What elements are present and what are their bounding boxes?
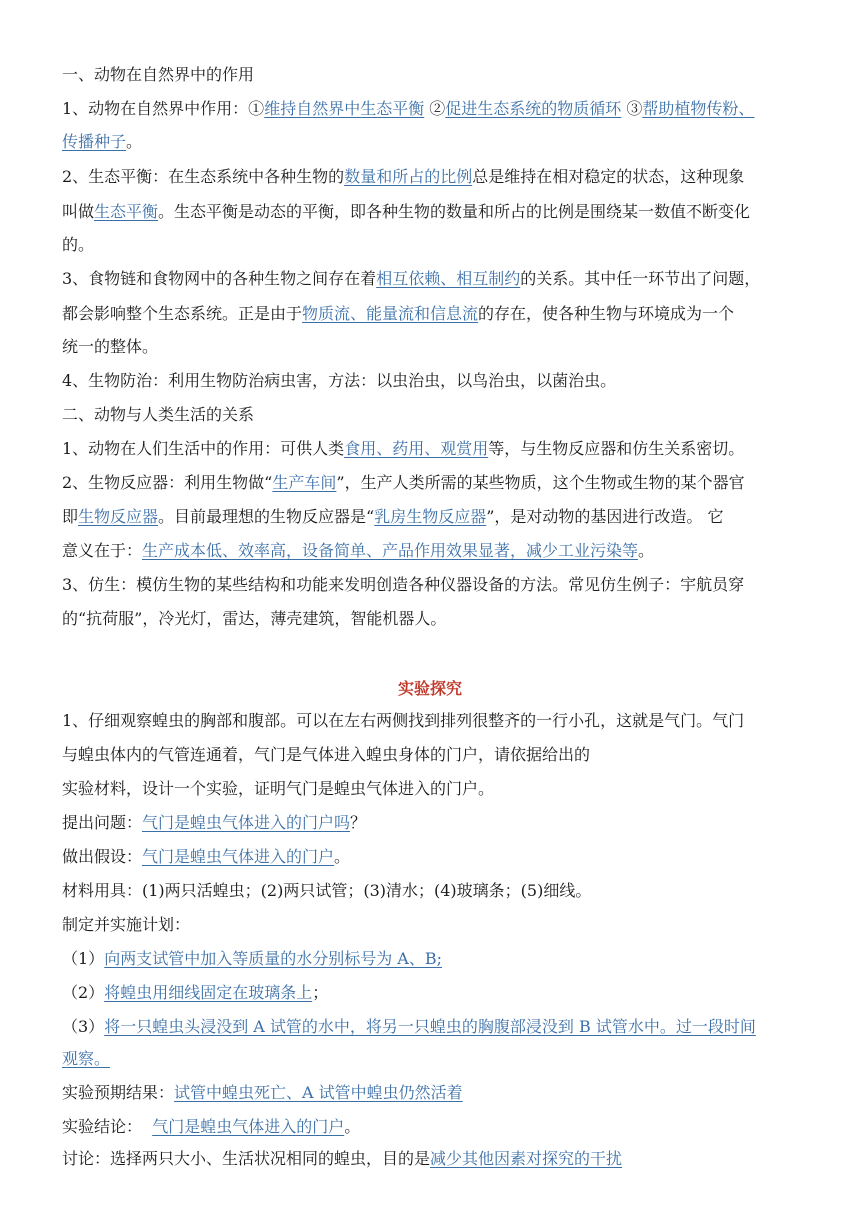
text: ”，生产人类所需的某些物质，这个生物或生物的某个器官 — [336, 473, 745, 492]
text: ③ — [621, 99, 643, 118]
answer: 乳房生物反应器 — [374, 507, 487, 526]
paragraph-1-2-line2 — [62, 201, 802, 223]
answer: 将一只蝗虫头浸没到 A 试管的水中，将另一只蝗虫的胸腹部浸没到 B 试管水中。过一段时间 — [104, 1017, 756, 1036]
text: 的关系。其中任一环节出了问题， — [520, 269, 761, 288]
text: 意义在于： — [62, 541, 143, 560]
text: 1、动物在人们生活中的作用：可供人类 — [62, 439, 345, 458]
answer: 气门是蝗虫气体进入的门户吗 — [142, 813, 351, 832]
label: 讨论：选择两只大小、生活状况相同的蝗虫，目的是 — [62, 1149, 431, 1168]
step-1 — [62, 948, 802, 970]
text: 3、食物链和食物网中的各种生物之间存在着 — [62, 269, 377, 288]
answer: 帮助植物传粉、 — [642, 99, 755, 118]
label: 实验预期结果： — [62, 1083, 175, 1102]
text: 的存在，使各种生物与环境成为一个 — [478, 304, 735, 323]
question-line — [62, 812, 802, 834]
conclusion-line — [62, 1116, 802, 1138]
section-heading-1: 一、动物在自然界中的作用 — [62, 65, 255, 84]
answer: 数量和所占的比例 — [344, 167, 473, 186]
paragraph-2-2-line3 — [62, 540, 802, 562]
experiment-title: 实验探究 — [397, 679, 462, 698]
text: 等，与生物反应器和仿生关系密切。 — [488, 439, 745, 458]
experiment-intro-2: 与蝗虫体内的气管连通着，气门是气体进入蝗虫身体的门户，请依据给出的 — [62, 745, 591, 764]
step-3 — [62, 1016, 802, 1038]
answer: 生产车间 — [272, 473, 337, 492]
plan-label: 制定并实施计划： — [62, 915, 191, 934]
answer: 物质流、能量流和信息流 — [302, 304, 479, 323]
answer: 促进生态系统的物质循环 — [445, 99, 622, 118]
answer: 试管中蝗虫死亡、A 试管中蝗虫仍然活着 — [174, 1083, 463, 1102]
answer: 减少其他因素对探究的干扰 — [430, 1149, 623, 1168]
paragraph-1-3-line2 — [62, 303, 802, 325]
text: 1、动物在自然界中作用：① — [62, 99, 265, 118]
text: ② — [424, 99, 446, 118]
step-2 — [62, 982, 802, 1004]
paragraph-1-2 — [62, 166, 802, 188]
step-3-cont — [62, 1048, 802, 1070]
paragraph-2-3-line2: 的“抗荷服”，冷光灯，雷达，薄壳建筑，智能机器人。 — [62, 609, 447, 628]
text: 2、生态平衡：在生态系统中各种生物的 — [62, 167, 345, 186]
answer: 气门是蝗虫气体进入的门户 — [152, 1117, 345, 1136]
label: （1） — [62, 949, 105, 968]
answer: 将蝗虫用细线固定在玻璃条上 — [104, 983, 313, 1002]
paragraph-2-2-line2 — [62, 506, 802, 528]
discussion-line — [62, 1148, 802, 1170]
paragraph-1-1-cont — [62, 131, 802, 153]
label: 实验结论： — [62, 1117, 153, 1136]
paragraph-1-3 — [62, 268, 802, 290]
text: 叫做 — [62, 202, 95, 221]
answer: 维持自然界中生态平衡 — [264, 99, 425, 118]
expected-result-line — [62, 1082, 802, 1104]
section-heading-2: 二、动物与人类生活的关系 — [62, 405, 255, 424]
experiment-intro-1: 1、仔细观察蝗虫的胸部和腹部。可以在左右两侧找到排列很整齐的一行小孔，这就是气门。气门 — [62, 711, 745, 730]
label: 提出问题： — [62, 813, 143, 832]
text: 。 — [334, 847, 351, 866]
paragraph-2-1 — [62, 438, 802, 460]
answer: 食用、药用、观赏用 — [344, 439, 489, 458]
answer: 相互依赖、相互制约 — [376, 269, 521, 288]
text: 。 — [344, 1117, 361, 1136]
paragraph-1-2-line3: 的。 — [62, 235, 95, 254]
materials-line: 材料用具：(1)两只活蝗虫；(2)两只试管；(3)清水；(4)玻璃条；(5)细线。 — [62, 881, 592, 900]
answer: 观察。 — [62, 1049, 111, 1068]
paragraph-1-1 — [62, 98, 802, 120]
answer: 生态平衡 — [94, 202, 159, 221]
paragraph-1-3-line3: 统一的整体。 — [62, 337, 159, 356]
text: ”，是对动物的基因进行改造。 它 — [486, 507, 724, 526]
label: （2） — [62, 983, 105, 1002]
text: 2、生物反应器：利用生物做“ — [62, 473, 273, 492]
paragraph-2-2 — [62, 472, 802, 494]
text: 。目前最理想的生物反应器是“ — [158, 507, 375, 526]
text: 即 — [62, 507, 79, 526]
text: ； — [312, 983, 329, 1002]
paragraph-2-3: 3、仿生：模仿生物的某些结构和功能来发明创造各种仪器设备的方法。常见仿生例子：宇航员穿 — [62, 575, 745, 594]
experiment-intro-3: 实验材料，设计一个实验，证明气门是蝗虫气体进入的门户。 — [62, 779, 495, 798]
text: 。 — [638, 541, 655, 560]
hypothesis-line — [62, 846, 802, 868]
answer: 生产成本低、效率高，设备简单、产品作用效果显著，减少工业污染等 — [142, 541, 639, 560]
paragraph-1-4: 4、生物防治：利用生物防治病虫害，方法：以虫治虫，以鸟治虫，以菌治虫。 — [62, 371, 617, 390]
text: 。生态平衡是动态的平衡，即各种生物的数量和所占的比例是围绕某一数值不断变化 — [158, 202, 751, 221]
answer: 气门是蝗虫气体进入的门户 — [142, 847, 335, 866]
text: ？ — [350, 813, 367, 832]
text: 。 — [126, 132, 143, 151]
text: 总是维持在相对稳定的状态，这种现象 — [472, 167, 745, 186]
answer: 生物反应器 — [78, 507, 159, 526]
text: 都会影响整个生态系统。正是由于 — [62, 304, 303, 323]
answer: 向两支试管中加入等质量的水分别标号为 A、B; — [104, 949, 442, 968]
answer: 传播种子 — [62, 132, 127, 151]
label: （3） — [62, 1017, 105, 1036]
label: 做出假设： — [62, 847, 143, 866]
